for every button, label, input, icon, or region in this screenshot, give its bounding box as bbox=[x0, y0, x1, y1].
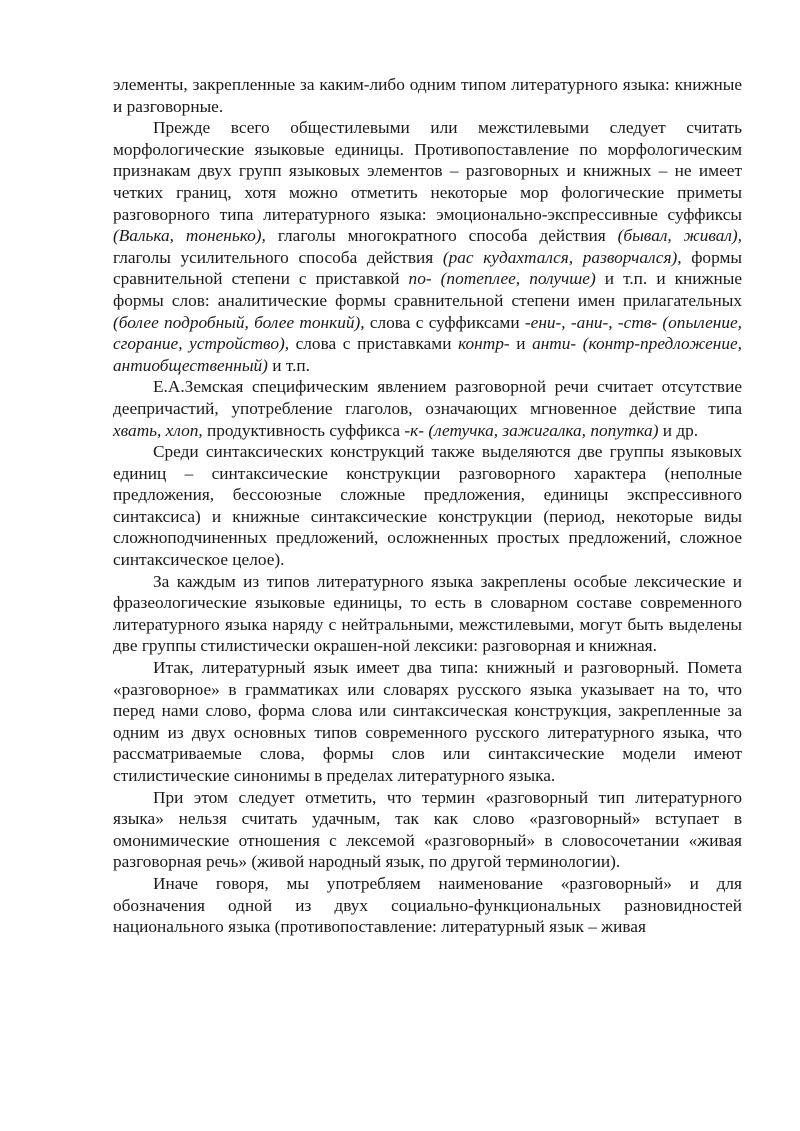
italic-example-text: (рас кудахтался, разворчался), bbox=[442, 247, 682, 267]
italic-example-text: (летучка, зажигалка, попутка) bbox=[428, 420, 659, 440]
body-text: Итак, литературный язык имеет два типа: книжный и разговорный. Помета «разговорное» в грамматиках или словарях русского языка указывает на то, что перед нами слово, форма слова или синтаксическая конструкция, закрепленные за одним из двух основных типов современного русского литературного языка, что рассматриваемые слова, формы слов или синтаксические модели имеют стилистические синонимы в пределах литературного языка. bbox=[113, 658, 742, 785]
italic-example-text: -ени-, -ани-, -ств- bbox=[524, 312, 658, 332]
body-text: слова с приставками bbox=[289, 334, 459, 354]
italic-example-text: контр- bbox=[458, 334, 510, 354]
italic-example-text: (потеплее, получше) bbox=[440, 269, 596, 289]
body-text: и bbox=[509, 334, 533, 354]
italic-example-text: анти- bbox=[532, 334, 577, 354]
body-text: Прежде всего общестилевыми или межстилевыми следует считать морфологические языковые единицы. Противопоставление по морфологическим признакам двух групп языковых элементов – разговорных и книжных – не имеет четких границ, хотя можно отметить некоторые мор фологические приметы разговорного типа литературного языка: эмоционально-экспрессивные суффиксы bbox=[113, 118, 742, 224]
italic-example-text: (контр-предложение, антиобщественный) bbox=[113, 334, 742, 375]
body-text: формы сравнительной степени с приставкой bbox=[113, 247, 742, 289]
italic-example-text: (более подробный, более тонкий), bbox=[113, 312, 365, 332]
body-text: Е.А.Земская специфическим явлением разговорной речи считает отсутствие деепричастий, употребление глаголов, означающих мгновенное действие типа bbox=[113, 377, 742, 418]
body-text: продуктивность суффикса bbox=[202, 420, 405, 440]
paragraph-6 bbox=[113, 787, 742, 873]
body-text: При этом следует отметить, что термин «разговорный тип литературного языка» нельзя считать удачным, так как слово «разговорный» вступает в омонимические отношения с лексемой «разговорный» в словосочетании «живая разговорная речь» (живой народный язык, по другой терминологии). bbox=[113, 787, 742, 872]
body-text: глаголы усилительного способа действия bbox=[113, 247, 443, 267]
italic-example-text: -к- bbox=[404, 420, 424, 440]
body-text: глаголы многократного способа действия bbox=[265, 226, 618, 246]
body-text bbox=[432, 269, 441, 288]
italic-example-text: (бывал, живал), bbox=[617, 226, 742, 246]
italic-example-text: (опыление, сгорание, устройство), bbox=[113, 312, 742, 354]
paragraph-7 bbox=[113, 873, 742, 938]
body-text: и др. bbox=[658, 420, 699, 440]
document-page bbox=[113, 74, 742, 938]
body-text bbox=[576, 334, 583, 353]
body-text: элементы, закрепленные за каким-либо одним типом литературного языка: книжные и разговорные. bbox=[113, 75, 742, 116]
paragraph-4 bbox=[113, 571, 742, 657]
paragraph-5 bbox=[113, 657, 742, 787]
paragraph-2 bbox=[113, 376, 742, 441]
body-text: За каждым из типов литературного языка закреплены особые лексические и фразеологические языковые единицы, то есть в словарном составе современного литературного языка наряду с нейтральными, межстилевыми, могут быть выделены две группы стилистически окрашен-ной лексики: разговорная и книжная. bbox=[113, 571, 742, 656]
italic-example-text: по- bbox=[408, 269, 432, 289]
italic-example-text: (Валька, тоненько), bbox=[113, 226, 266, 246]
body-text: и т.п. и книжные формы слов: аналитические формы сравнительной степени имен прилагательных bbox=[113, 269, 742, 310]
body-text: Среди синтаксических конструкций также выделяются две группы языковых единиц – синтаксические конструкции разговорного характера (неполные предложения, бессоюзные сложные предложения, единицы экспрессивного синтаксиса) и книжные синтаксические конструкции (период, некоторые виды сложноподчиненных предложений, осложненных простых предложений, сложное синтаксическое целое). bbox=[113, 442, 742, 570]
paragraph-3 bbox=[113, 441, 742, 571]
paragraph-1 bbox=[113, 117, 742, 376]
body-text: Иначе говоря, мы употребляем наименование «разговорный» и для обозначения одной из двух социально-функциональных разновидностей национального языка (противопоставление: литературный язык – живая bbox=[113, 873, 742, 937]
body-text: слова с суффиксами bbox=[364, 312, 525, 332]
body-text: и т.п. bbox=[267, 355, 310, 375]
italic-example-text: хвать, хлоп, bbox=[113, 420, 203, 440]
paragraph-0 bbox=[113, 74, 742, 117]
